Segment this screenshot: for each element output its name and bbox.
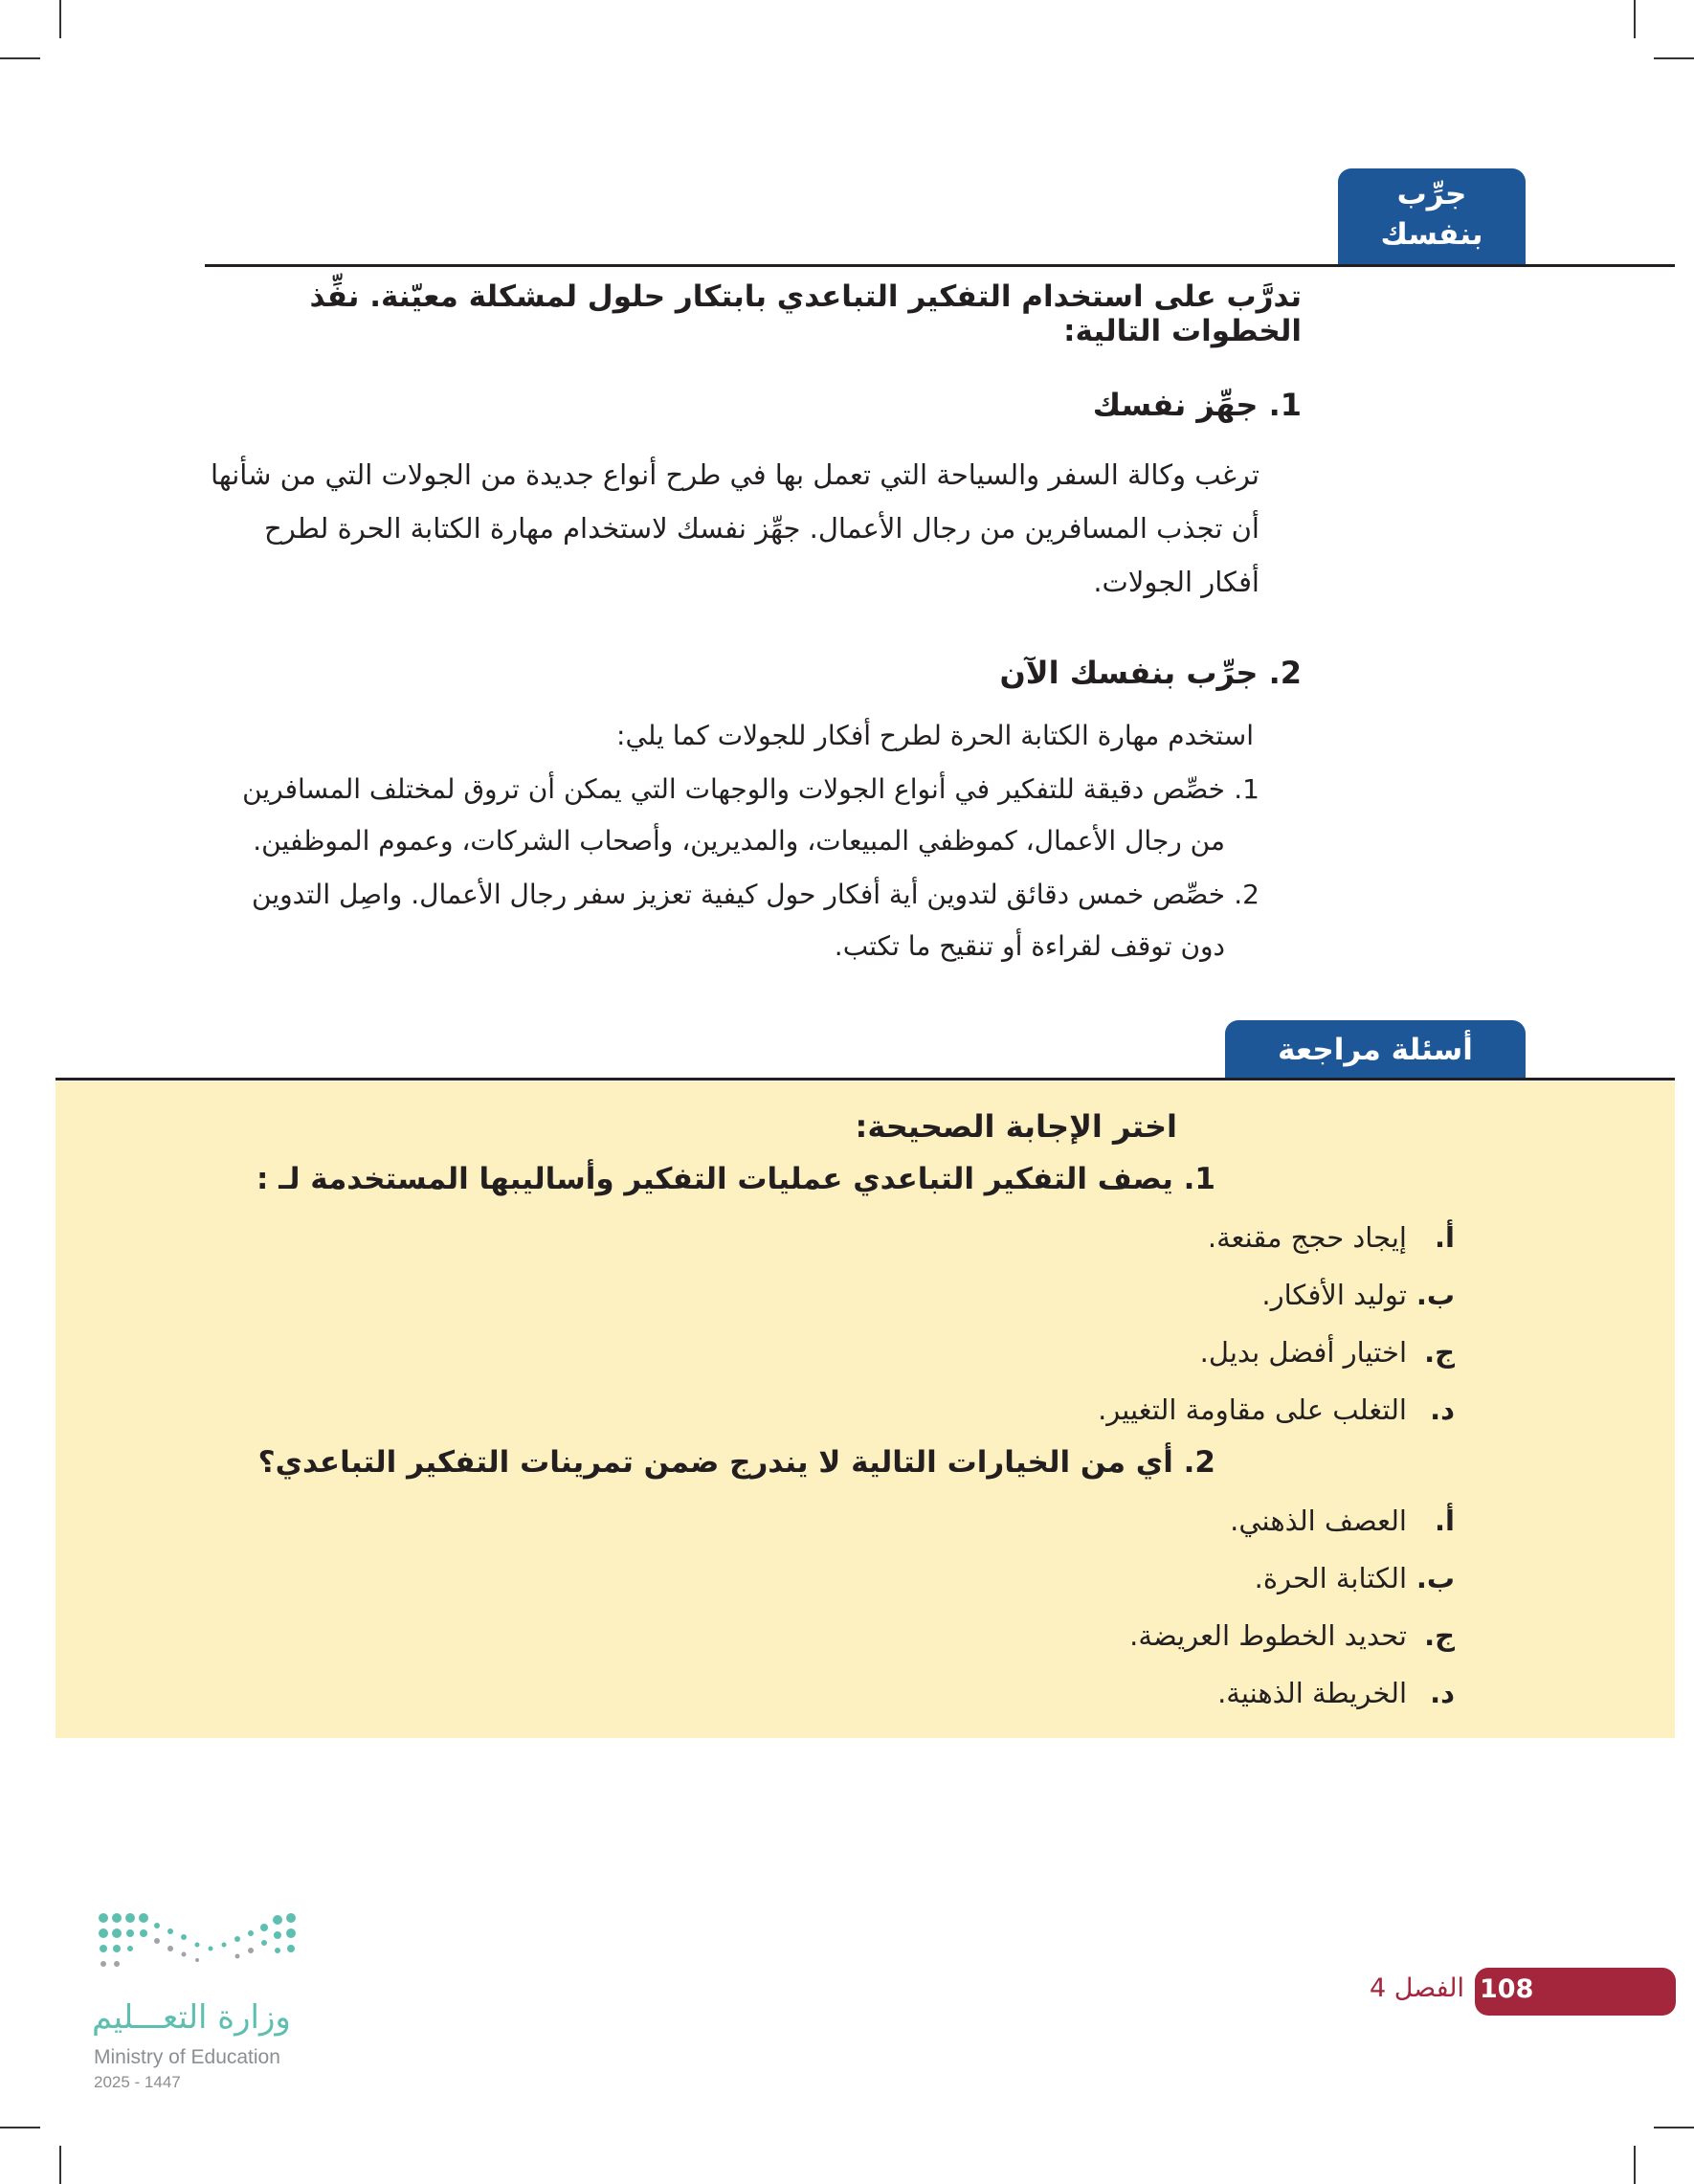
- review-rule: [56, 1078, 1675, 1081]
- step2-heading: 2. جرِّب بنفسك الآن: [999, 655, 1302, 691]
- list-text: خصِّص خمس دقائق لتدوين أية أفكار حول كيفية تعزيز سفر رجال الأعمال. واصِل التدوين: [252, 879, 1225, 910]
- crop-mark: [1634, 0, 1636, 38]
- crop-mark: [1634, 2146, 1636, 2184]
- option-letter: ب.: [1415, 1279, 1455, 1311]
- list-item-line: [63, 869, 1259, 921]
- try-yourself-tab: [1338, 168, 1526, 264]
- option: [593, 1221, 1455, 1254]
- option-text: الكتابة الحرة.: [1254, 1562, 1407, 1594]
- ministry-year: 2025 - 1447: [94, 2073, 181, 2091]
- ministry-name-en: Ministry of Education: [94, 2046, 280, 2068]
- ministry-logo-dots-icon: [92, 1906, 312, 1993]
- option-text: اختيار أفضل بديل.: [1199, 1336, 1407, 1369]
- option-text: إيجاد حجج مقنعة.: [1207, 1221, 1407, 1254]
- step1-line: أن تجذب المسافرين من رجال الأعمال. جهِّز نفسك لاستخدام مهارة الكتابة الحرة لطرح: [264, 512, 1259, 545]
- list-item-line: [63, 764, 1259, 815]
- list-item: [63, 869, 1259, 972]
- review-instruction: اختر الإجابة الصحيحة:: [855, 1108, 1177, 1145]
- page-number: 108: [1480, 1974, 1534, 2004]
- step1-heading: 1. جهِّز نفسك: [1092, 387, 1302, 423]
- option-letter: ج.: [1424, 1619, 1455, 1652]
- ministry-name-ar: وزارة التعـــليم: [92, 1998, 291, 2037]
- option-text: تحديد الخطوط العريضة.: [1129, 1619, 1407, 1652]
- step1-paragraph: [207, 448, 1259, 609]
- list-item-line: دون توقف لقراءة أو تنقيح ما تكتب.: [834, 930, 1225, 962]
- question-2: 2. أي من الخيارات التالية لا يندرج ضمن تمرينات التفكير التباعدي؟: [257, 1445, 1215, 1480]
- option-text: التغلب على مقاومة التغيير.: [1098, 1393, 1407, 1426]
- intro-text: تدرَّب على استخدام التفكير التباعدي بابتكار حلول لمشكلة معيّنة. نفِّذ الخطوات التالية:: [309, 279, 1302, 348]
- option: [593, 1336, 1455, 1369]
- question-1: 1. يصف التفكير التباعدي عمليات التفكير وأساليبها المستخدمة لـ :: [256, 1162, 1215, 1196]
- crop-mark: [0, 57, 40, 59]
- crop-mark: [59, 2146, 61, 2184]
- option-text: العصف الذهني.: [1230, 1504, 1407, 1537]
- list-number: 1.: [1234, 773, 1259, 805]
- option-text: توليد الأفكار.: [1261, 1279, 1407, 1311]
- list-item-line: من رجال الأعمال، كموظفي المبيعات، والمديرين، وأصحاب الشركات، وعموم الموظفين.: [253, 825, 1225, 857]
- list-number: 2.: [1234, 879, 1259, 910]
- crop-mark: [1654, 2127, 1694, 2128]
- crop-mark: [59, 0, 61, 38]
- option: [593, 1504, 1455, 1537]
- option-letter: أ.: [1435, 1504, 1455, 1537]
- option-letter: ج.: [1424, 1336, 1455, 1369]
- review-questions-tab: أسئلة مراجعة: [1225, 1020, 1526, 1080]
- option: [593, 1562, 1455, 1594]
- step1-line: ترغب وكالة السفر والسياحة التي تعمل بها في طرح أنواع جديدة من الجولات التي من شأنها: [211, 458, 1259, 491]
- option: [593, 1677, 1455, 1709]
- list-text: خصِّص دقيقة للتفكير في أنواع الجولات والوجهات التي يمكن أن تروق لمختلف المسافرين: [242, 773, 1225, 805]
- crop-mark: [1654, 57, 1694, 59]
- option-letter: د.: [1430, 1393, 1455, 1426]
- option-letter: أ.: [1435, 1221, 1455, 1254]
- option: [593, 1619, 1455, 1652]
- tab-line-1: جرِّب: [1396, 177, 1467, 212]
- option: [593, 1279, 1455, 1311]
- option-letter: ب.: [1415, 1562, 1455, 1594]
- section-rule: [205, 264, 1675, 267]
- crop-mark: [0, 2127, 40, 2128]
- list-item: [63, 764, 1259, 867]
- option-letter: د.: [1430, 1677, 1455, 1709]
- tab-line-2: بنفسك: [1380, 217, 1483, 252]
- option-text: الخريطة الذهنية.: [1217, 1677, 1407, 1709]
- step2-lead: استخدم مهارة الكتابة الحرة لطرح أفكار للجولات كما يلي:: [616, 720, 1254, 751]
- chapter-label: الفصل 4: [1369, 1973, 1464, 2003]
- step1-line: أفكار الجولات.: [1093, 566, 1259, 598]
- option: [593, 1393, 1455, 1426]
